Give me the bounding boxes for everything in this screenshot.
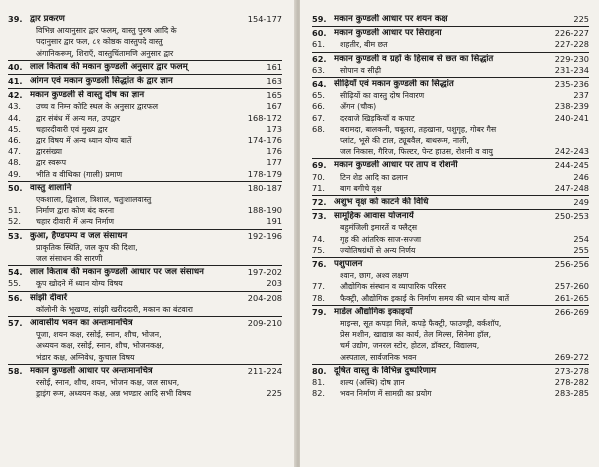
section-divider <box>312 158 589 159</box>
section-divider <box>312 257 589 258</box>
toc-entry <box>312 54 589 65</box>
entry-page: 255 <box>573 244 589 255</box>
toc-entry <box>8 242 282 253</box>
entry-title: सोपान व सीढ़ी <box>340 65 382 75</box>
entry-number: 58. <box>8 365 23 376</box>
toc-entry <box>8 340 282 351</box>
toc-entry <box>312 65 589 76</box>
entry-page: 244-245 <box>554 160 589 171</box>
toc-entry <box>8 205 282 216</box>
entry-page: 163 <box>266 76 282 87</box>
right-page <box>300 0 599 467</box>
entry-title: अस्पताल, सार्वजनिक भवन <box>340 352 417 362</box>
toc-entry <box>312 113 589 124</box>
toc-entry <box>312 222 589 233</box>
toc-entry <box>8 388 282 399</box>
entry-number: 80. <box>312 365 327 376</box>
entry-title: शल्य (अस्थि) दोष ज्ञान <box>340 378 405 388</box>
entry-title: विभिन्न आयानुसार द्वार फलम्, वास्तु पुरुष आदि के <box>36 26 177 36</box>
entry-number: 52. <box>8 216 22 227</box>
toc-entry <box>8 183 282 194</box>
entry-title: मकान कुण्डली से वास्तु दोष का ज्ञान <box>30 90 145 101</box>
entry-title: मार्डल औद्योगिक इकाइयाँ <box>334 306 413 317</box>
section-divider <box>8 181 282 182</box>
entry-number: 57. <box>8 318 23 329</box>
toc-entry <box>312 318 589 329</box>
entry-page: 269-272 <box>554 351 589 362</box>
toc-entry <box>312 124 589 135</box>
entry-page: 211-224 <box>247 365 282 376</box>
entry-number: 73. <box>312 211 327 222</box>
toc-entry <box>312 101 589 112</box>
entry-page: 225 <box>266 388 282 399</box>
entry-title: द्वार स्वरूप <box>36 158 67 168</box>
entry-page: 188-190 <box>247 205 282 216</box>
entry-page: 235-236 <box>554 79 589 90</box>
entry-title: द्वारसंख्या <box>36 147 63 157</box>
entry-number: 44. <box>8 112 22 123</box>
toc-entry <box>8 318 282 329</box>
entry-title: सामूहिक आवास योजनायें <box>334 211 414 222</box>
entry-title: औद्योगिक संस्थान व व्यापारिक परिसर <box>340 282 446 292</box>
entry-page: 177 <box>266 157 282 168</box>
entry-title: सीढ़ियों का वास्तु दोष निवारण <box>340 91 425 101</box>
entry-title: आवासीय भवन का अन्तःमानचित्र <box>30 318 133 329</box>
entry-title: आंगन एवं मकान कुण्डली सिद्धांत के द्वार ज्ञान <box>30 76 173 87</box>
toc-entry <box>312 79 589 90</box>
toc-entry <box>312 245 589 256</box>
entry-number: 65. <box>312 90 326 101</box>
toc-entry <box>8 124 282 135</box>
entry-page: 240-241 <box>554 112 589 123</box>
entry-title: जल संसाधन की सारणी <box>36 254 103 264</box>
entry-page: 237 <box>573 90 589 101</box>
entry-title: मकान कुण्डली आधार पर सिराहना <box>334 28 442 39</box>
entry-number: 76. <box>312 259 327 270</box>
section-divider <box>312 195 589 196</box>
entry-page: 173 <box>266 123 282 134</box>
entry-title: सांझी दीवारें <box>30 292 68 303</box>
toc-entry <box>312 146 589 157</box>
entry-page: 238-239 <box>554 101 589 112</box>
entry-page: 266-269 <box>554 306 589 317</box>
entry-page: 209-210 <box>247 318 282 329</box>
section-divider <box>8 229 282 230</box>
entry-title: दरवाजे खिड़कियाँ व कपाट <box>340 113 415 123</box>
entry-number: 55. <box>8 278 22 289</box>
entry-page: 229-230 <box>554 53 589 64</box>
entry-title: अँगन (चौक) <box>340 102 377 112</box>
entry-title: निर्माण द्वारा कोण बंद करना <box>36 206 115 216</box>
entry-page: 242-243 <box>554 146 589 157</box>
entry-number: 78. <box>312 292 326 303</box>
entry-number: 39. <box>8 14 23 24</box>
toc-entry <box>8 293 282 304</box>
entry-number: 75. <box>312 244 326 255</box>
entry-number: 71. <box>312 182 326 193</box>
entry-number: 53. <box>8 230 23 241</box>
entry-title: श्वान, छाग, अश्व लक्षण <box>340 271 409 281</box>
entry-page: 203 <box>266 278 282 289</box>
toc-entry <box>312 90 589 101</box>
entry-page: 278-282 <box>554 377 589 388</box>
toc-entry <box>8 304 282 315</box>
entry-page: 161 <box>266 61 282 72</box>
entry-number: 59. <box>312 14 327 24</box>
toc-entry <box>8 62 282 73</box>
entry-number: 45. <box>8 123 22 134</box>
entry-number: 43. <box>8 101 22 112</box>
section-divider <box>8 265 282 266</box>
toc-entry <box>312 388 589 399</box>
entry-title: शहतीर, बीम छत <box>340 40 388 50</box>
section-divider <box>8 291 282 292</box>
toc-entry <box>8 76 282 87</box>
entry-page: 249 <box>573 197 589 208</box>
entry-title: वास्तु शालानि <box>30 182 72 193</box>
entry-title: भीति व वीथिका (गाली) प्रमाण <box>36 169 123 179</box>
section-divider <box>8 88 282 89</box>
toc-entry <box>312 259 589 270</box>
toc-entry <box>8 135 282 146</box>
entry-number: 40. <box>8 61 23 72</box>
toc-entry <box>8 48 282 59</box>
section-divider <box>8 364 282 365</box>
entry-number: 63. <box>312 64 326 75</box>
toc-entry <box>8 366 282 377</box>
section-divider <box>8 60 282 61</box>
entry-page: 261-265 <box>554 292 589 303</box>
toc-entry <box>312 366 589 377</box>
section-divider <box>312 364 589 365</box>
toc-entry <box>312 14 589 25</box>
toc-entry <box>312 281 589 292</box>
entry-page: 191 <box>266 216 282 227</box>
entry-number: 67. <box>312 112 326 123</box>
entry-number: 47. <box>8 146 22 157</box>
toc-entry <box>312 234 589 245</box>
entry-number: 66. <box>312 101 326 112</box>
left-page <box>0 0 296 467</box>
toc-entry <box>312 135 589 146</box>
entry-number: 54. <box>8 267 23 278</box>
entry-title: द्वार विषय में अन्य ध्यान योग्य बातें <box>36 136 132 146</box>
entry-title: अशुभ वृक्ष को काटने की विधि <box>334 197 429 208</box>
entry-title: पशुपालन <box>334 259 363 270</box>
toc-entry <box>8 216 282 227</box>
entry-number: 56. <box>8 292 23 303</box>
toc-entry <box>312 329 589 340</box>
toc-entry <box>8 113 282 124</box>
toc-entry <box>312 270 589 281</box>
toc-entry <box>312 352 589 363</box>
toc-entry <box>8 231 282 242</box>
toc-entry <box>8 14 282 25</box>
entry-number: 60. <box>312 28 327 39</box>
section-divider <box>312 52 589 53</box>
entry-title: लाल किताब की मकान कुण्डली अनुसार द्वार फलम् <box>30 61 188 72</box>
entry-page: 257-260 <box>554 281 589 292</box>
entry-title: भवन निर्माण में सामग्री का प्रयोग <box>340 389 432 399</box>
entry-page: 174-176 <box>247 135 282 146</box>
section-divider <box>8 316 282 317</box>
entry-number: 61. <box>312 39 326 50</box>
entry-title: दूषित वास्तु के विभिन्न दुष्परिणाम <box>334 365 437 376</box>
entry-number: 62. <box>312 53 327 64</box>
entry-title: चहारदीवारी एवं मुख्य द्वार <box>36 124 108 134</box>
toc-entry <box>312 28 589 39</box>
entry-title: ज्योतिषग्रंथों से अन्य निर्णय <box>340 245 416 255</box>
entry-number: 77. <box>312 281 326 292</box>
entry-title: बरामदा, बालकनी, चबूतरा, तहखाना, पशुगृह, गोबर गैस <box>340 124 497 134</box>
entry-number: 74. <box>312 233 326 244</box>
entry-title: कुआ, हैण्डपम्प व जल संसाधन <box>30 230 128 241</box>
entry-title: चर्म उद्योग, जनरल स्टोर, होटल, डॉक्टर, विद्यालय, <box>340 341 480 351</box>
entry-title: कूप खोदने में ध्यान योग्य विषय <box>36 279 123 289</box>
entry-title: द्वार प्रकरण <box>30 14 65 24</box>
entry-title: चहार दीवारी में अन्य निर्माण <box>36 217 115 227</box>
toc-entry <box>312 307 589 318</box>
entry-number: 81. <box>312 377 326 388</box>
entry-title: रसोई, स्नान, शौच, शयन, भोजन कक्ष, जल साधन, <box>36 378 180 388</box>
entry-page: 192-196 <box>247 230 282 241</box>
entry-page: 250-253 <box>554 211 589 222</box>
entry-number: 69. <box>312 160 327 171</box>
toc-entry <box>8 267 282 278</box>
toc-entry <box>312 377 589 388</box>
entry-page: 165 <box>266 90 282 101</box>
entry-title: मकान कुण्डली व ग्रहों के हिसाब से छत का सिद्धांत <box>334 53 494 64</box>
section-divider <box>312 77 589 78</box>
entry-page: 226-227 <box>554 28 589 39</box>
entry-title: पूजा, शयन कक्ष, रसोई, स्नान, शौच, भोजन, <box>36 330 162 340</box>
entry-page: 180-187 <box>247 182 282 193</box>
toc-entry <box>8 157 282 168</box>
toc-entry <box>312 172 589 183</box>
entry-number: 64. <box>312 79 327 90</box>
entry-page: 231-234 <box>554 64 589 75</box>
toc-entry <box>312 160 589 171</box>
entry-number: 48. <box>8 157 22 168</box>
entry-page: 204-208 <box>247 292 282 303</box>
entry-title: जल निकास, गैरिज, फिल्टर, पेन्ट हाउस, रोशनी व वायु <box>340 147 493 157</box>
entry-number: 79. <box>312 306 327 317</box>
entry-title: प्रेस मशीन, खाद्यान्न का कार्य, तेल मिल्स, सिनेमा हॉल, <box>340 330 492 340</box>
entry-page: 178-179 <box>247 168 282 179</box>
entry-page: 225 <box>573 14 589 24</box>
toc-entry <box>8 352 282 363</box>
entry-title: पदानुसार द्वार फल, ८१ कोष्ठक वास्तुपदे वास्तु <box>36 37 163 47</box>
entry-title: अंगानिकरूम्, शिराएँ, वास्तुचिंतामणि अनुसार द्वार <box>36 48 174 58</box>
entry-title: प्लांट, भूसे की टाल, ट्यूबवैल, बाथरूम, नाली, <box>340 136 469 146</box>
entry-page: 273-278 <box>554 365 589 376</box>
toc-entry <box>8 329 282 340</box>
entry-number: 70. <box>312 171 326 182</box>
entry-title: अध्ययन कक्ष, रसोई, स्नान, शौच, भोजनकक्ष, <box>36 341 165 351</box>
entry-number: 41. <box>8 76 23 87</box>
entry-number: 68. <box>312 123 326 134</box>
entry-page: 197-202 <box>247 267 282 278</box>
entry-page: 168-172 <box>247 112 282 123</box>
entry-number: 51. <box>8 205 22 216</box>
section-divider <box>312 26 589 27</box>
toc-entry <box>8 377 282 388</box>
entry-title: भंडार कक्ष, अग्निवेध, कुचाल विषय <box>36 352 135 362</box>
entry-title: सीढ़ियाँ एवं मकान कुण्डली का सिद्धांत <box>334 79 454 90</box>
section-divider <box>312 209 589 210</box>
toc-entry <box>8 278 282 289</box>
toc-entry <box>312 39 589 50</box>
entry-title: गृह की आंतरिक साज-सज्जा <box>340 234 422 244</box>
entry-page: 254 <box>573 233 589 244</box>
entry-title: बहुमंजिली इमारतें व फ्लैट्स <box>340 223 418 233</box>
toc-entry <box>312 293 589 304</box>
entry-page: 256-256 <box>554 259 589 270</box>
entry-page: 283-285 <box>554 388 589 399</box>
entry-page: 247-248 <box>554 182 589 193</box>
toc-entry <box>8 194 282 205</box>
toc-entry <box>8 146 282 157</box>
entry-title: बाग बगीचे वृक्ष <box>340 183 382 193</box>
entry-number: 46. <box>8 135 22 146</box>
toc-entry <box>312 183 589 194</box>
entry-title: माइन्स, सूत कपड़ा मिले, कपड़े फैक्ट्री, फाउण्ड्री, वर्कशॉप, <box>340 319 502 329</box>
entry-number: 72. <box>312 197 327 208</box>
toc-entry <box>8 36 282 47</box>
entry-title: एकशाला, द्विशाल, त्रिशाल, चतुःशालवास्तु <box>36 195 152 205</box>
toc-entry <box>8 90 282 101</box>
toc-entry <box>312 211 589 222</box>
entry-title: मकान कुण्डली आधार पर शयन कक्ष <box>334 14 448 24</box>
section-divider <box>312 305 589 306</box>
entry-title: लाल किताब की मकान कुण्डली आधार पर जल संसाधन <box>30 267 204 278</box>
entry-title: ड्राइंग रूम, अध्ययन कक्ष, अन्न भण्डार आदि सभी विषय <box>36 389 191 399</box>
entry-title: टिन शेड आदि का ढलान <box>340 172 408 182</box>
entry-title: द्वार संबंध में अन्य मत, उपद्वार <box>36 113 121 123</box>
entry-title: कॉलोनी के भूखण्ड, सांझी खरीददारी, मकान का बंटवारा <box>36 304 193 314</box>
entry-title: फैक्ट्री, औद्योगिक इकाई के निर्माण समय की ध्यान योग्य बातें <box>340 293 510 303</box>
toc-entry <box>8 25 282 36</box>
toc-entry <box>8 101 282 112</box>
entry-number: 42. <box>8 90 23 101</box>
entry-number: 50. <box>8 182 23 193</box>
entry-page: 176 <box>266 146 282 157</box>
entry-title: प्राकृतिक स्थिति, जल कूप की दिशा, <box>36 242 138 252</box>
entry-page: 167 <box>266 101 282 112</box>
toc-entry <box>8 169 282 180</box>
toc-entry <box>312 340 589 351</box>
entry-page: 227-228 <box>554 39 589 50</box>
entry-page: 154-177 <box>247 14 282 24</box>
entry-number: 82. <box>312 388 326 399</box>
entry-title: मकान कुण्डली आधार पर अन्तःमानचित्र <box>30 365 153 376</box>
toc-entry <box>8 253 282 264</box>
entry-title: उच्च व निम्न कोटि स्थल के अनुसार द्वारफल <box>36 102 158 112</box>
toc-entry <box>312 197 589 208</box>
section-divider <box>8 74 282 75</box>
entry-title: मकान कुण्डली आधार पर ताप व रोशनी <box>334 160 458 171</box>
entry-number: 49. <box>8 168 22 179</box>
entry-page: 246 <box>573 171 589 182</box>
